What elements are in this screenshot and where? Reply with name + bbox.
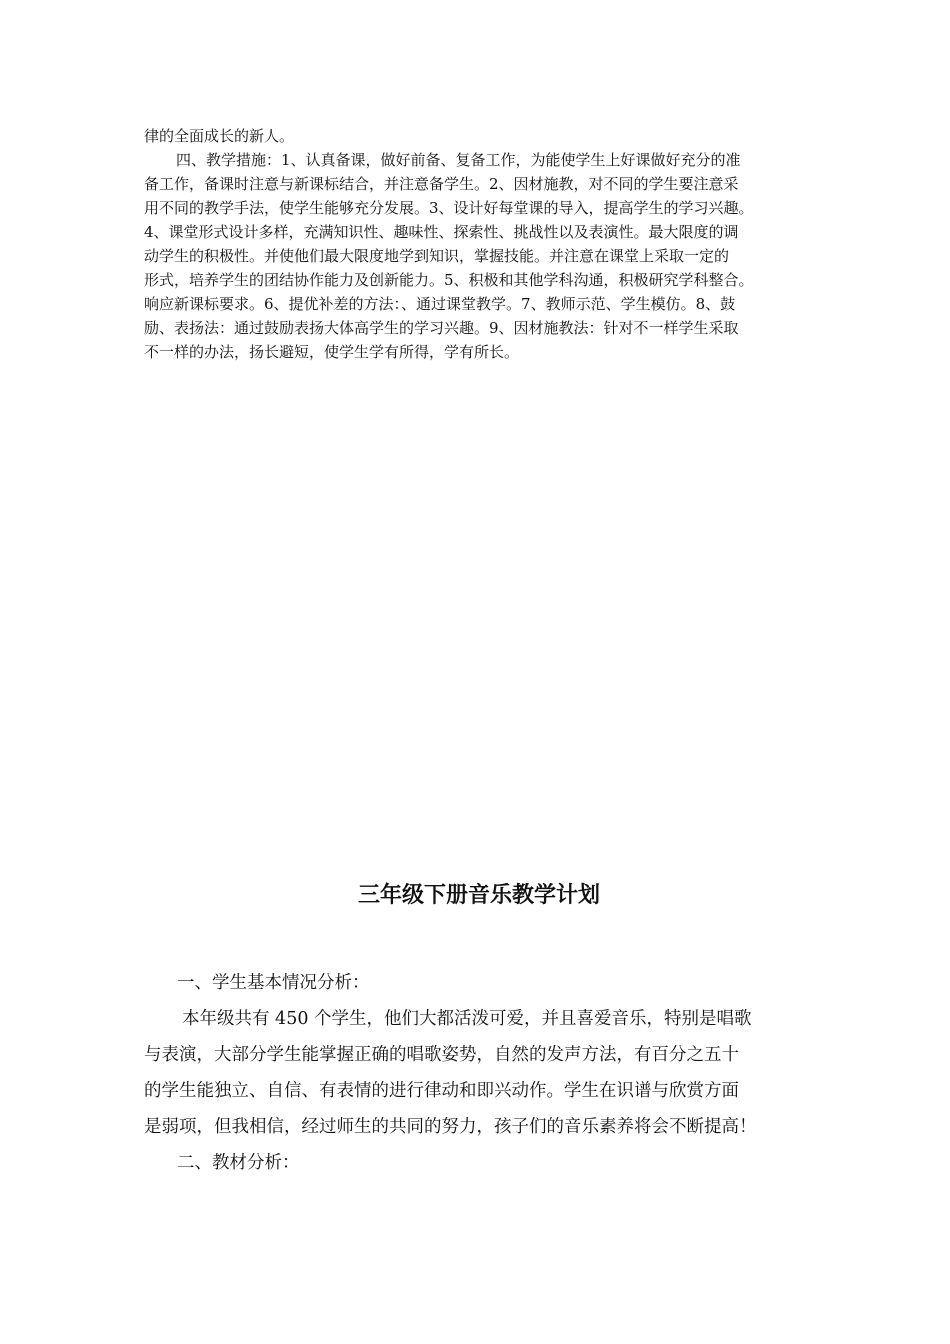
paragraph-line: 不一样的办法，扬长避短，使学生学有所得，学有所长。 (144, 343, 520, 361)
paragraph-line: 是弱项，但我相信，经过师生的共同的努力，孩子们的音乐素养将会不断提高！ (144, 1117, 757, 1137)
student-analysis-section (144, 965, 814, 1181)
title-block (144, 875, 814, 915)
paragraph-line: 动学生的积极性。并使他们最大限度地学到知识，掌握技能。并注意在课堂上采取一定的 (144, 247, 730, 265)
paragraph-line: 律的全面成长的新人。 (144, 127, 295, 145)
paragraph-line: 形式，培养学生的团结协作能力及创新能力。5、积极和其他学科沟通，积极研究学科整合。 (144, 271, 754, 289)
paragraph-line: 四、教学措施：1、认真备课，做好前备、复备工作，为能使学生上好课做好充分的准 (176, 151, 741, 169)
paragraph-line: 与表演，大部分学生能掌握正确的唱歌姿势，自然的发声方法，有百分之五十 (144, 1045, 739, 1065)
paragraph-line: 4、课堂形式设计多样，充满知识性、趣味性、探索性、挑战性以及表演性。最大限度的调 (144, 223, 739, 241)
section-heading: 二、教材分析： (177, 1153, 300, 1173)
paragraph-line: 响应新课标要求。6、提优补差的方法：、通过课堂教学。7、教师示范、学生模仿。8、鼓 (144, 295, 736, 313)
paragraph-line: 的学生能独立、自信、有表情的进行律动和即兴动作。学生在识谱与欣赏方面 (144, 1081, 739, 1101)
paragraph-line: 励、表扬法：通过鼓励表扬大体高学生的学习兴趣。9、因材施教法：针对不一样学生采取 (144, 319, 739, 337)
section-heading: 一、学生基本情况分析： (177, 973, 370, 993)
paragraph-line: 备工作，备课时注意与新课标结合，并注意备学生。2、因材施教，对不同的学生要注意采 (144, 175, 739, 193)
teaching-measures-section (144, 124, 814, 364)
document-title: 三年级下册音乐教学计划 (357, 882, 600, 908)
paragraph-line: 本年级共有 450 个学生，他们大都活泼可爱，并且喜爱音乐，特别是唱歌 (182, 1009, 752, 1029)
paragraph-line: 用不同的教学手法，使学生能够充分发展。3、设计好每堂课的导入，提高学生的学习兴趣。 (144, 199, 754, 217)
